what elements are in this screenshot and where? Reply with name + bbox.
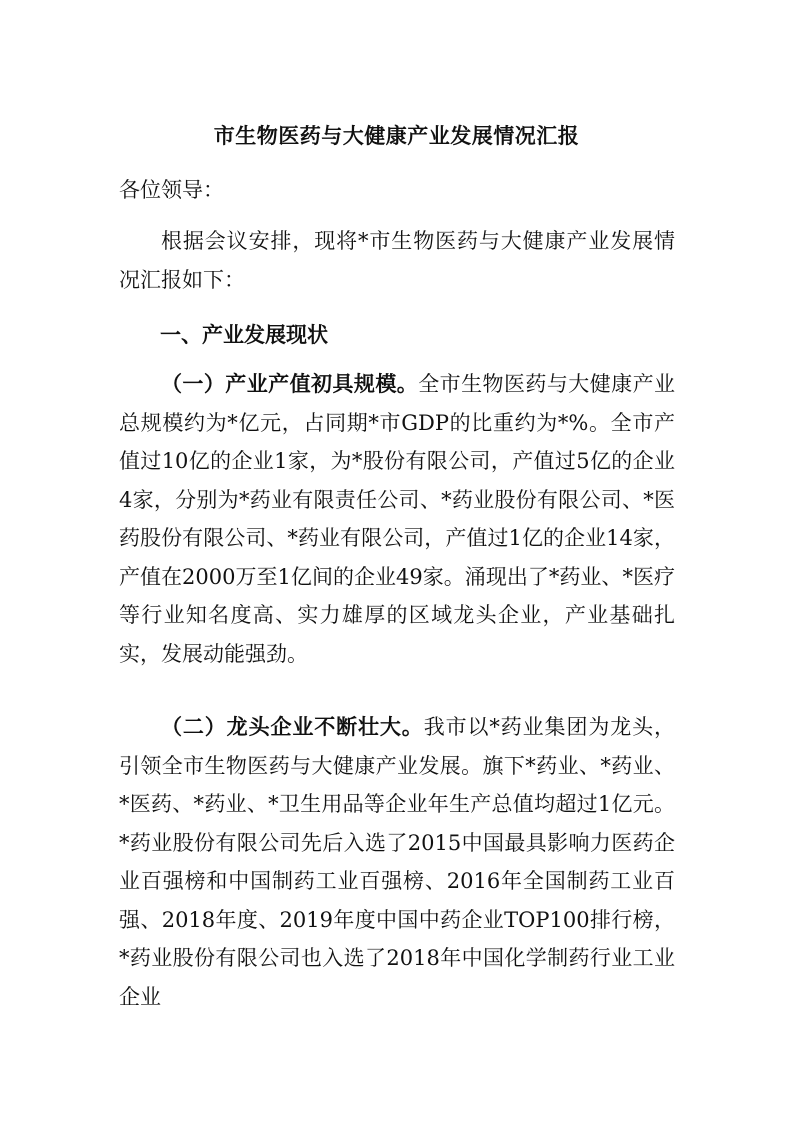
paragraph-body: 全市生物医药与大健康产业总规模约为*亿元，占同期*市GDP的比重约为*%。全市产值过10亿的企业1家，为*股份有限公司，产值过5亿的企业4家，分别为*药业有限责任公司、*药业股份有限公司、*医药股份有限公司、*药业有限公司，产值过1亿的企业14家，产值在2000万至1亿间的企业49家。涌现出了*药业、*医疗等行业知名度高、实力雄厚的区域龙头企业，产业基础扎实，发展动能强劲。: [119, 372, 676, 666]
document-title: 市生物医药与大健康产业发展情况汇报: [213, 123, 580, 148]
paragraph-output-scale: [119, 365, 675, 673]
paragraph-lead: （二）龙头企业不断壮大。: [161, 714, 424, 739]
section-heading: 一、产业发展现状: [160, 322, 328, 347]
intro-paragraph: [119, 222, 675, 299]
paragraph-lead: （一）产业产值初具规模。: [161, 371, 419, 396]
paragraph-text: [119, 708, 675, 1016]
salutation: 各位领导：: [119, 178, 224, 202]
paragraph-leading-enterprises: [119, 708, 675, 1016]
paragraph-text: [119, 365, 675, 673]
paragraph-body: 我市以*药业集团为龙头，引领全市生物医药与大健康产业发展。旗下*药业、*药业、*医药、*药业、*卫生用品等企业年生产总值均超过1亿元。*药业股份有限公司先后入选了2015中国最具影响力医药企业百强榜和中国制药工业百强榜、2016年全国制药工业百强、2018年度、2019年度中国中药企业TOP100排行榜，*药业股份有限公司也入选了2018年中国化学制药行业工业企业: [119, 715, 676, 1009]
intro-text: 根据会议安排，现将*市生物医药与大健康产业发展情况汇报如下：: [119, 229, 675, 292]
